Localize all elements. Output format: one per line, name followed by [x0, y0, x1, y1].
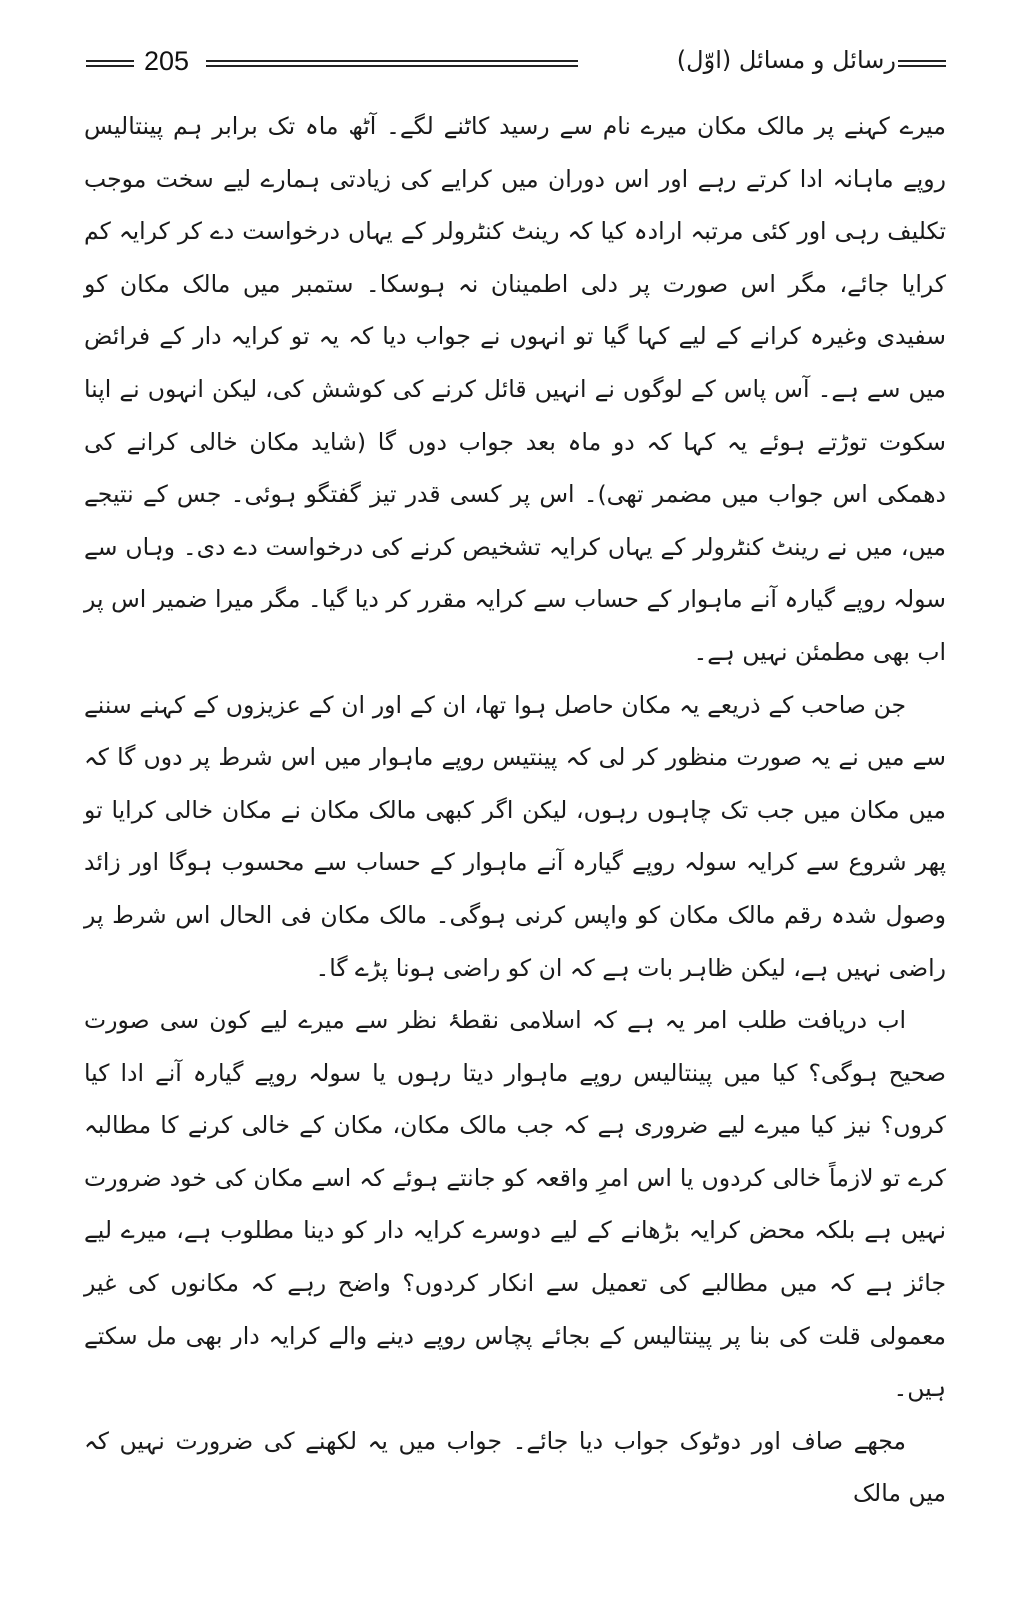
paragraph-3: اب دریافت طلب امر یہ ہے کہ اسلامی نقطۂ نظر سے میرے لیے کون سی صورت صحیح ہوگی؟ کیا میں پینتالیس روپے ماہوار دیتا رہوں یا سولہ روپے گیارہ آنے ادا کیا کروں؟ نیز کیا میرے لیے ضروری ہے کہ جب مالک مکان، مکان کے خالی کرنے کا مطالبہ کرے تو لازماً خالی کردوں یا اس امرِ واقعہ کو جانتے ہوئے کہ اسے مکان کی خود ضرورت نہیں ہے بلکہ محض کرایہ بڑھانے کے لیے دوسرے کرایہ دار کو دینا مطلوب ہے، میرے لیے جائز ہے کہ میں مطالبے کی تعمیل سے انکار کردوں؟ واضح رہے کہ مکانوں کی غیر معمولی قلت کی بنا پر پینتالیس کے بجائے پچاس روپے دینے والے کرایہ دار بھی مل سکتے ہیں۔ — [84, 1006, 946, 1403]
body-text — [84, 100, 946, 1520]
header-rule-middle — [206, 60, 578, 67]
book-title: رسائل و مسائل (اوّل) — [676, 46, 896, 74]
page-number: 205 — [144, 46, 190, 76]
paragraph-1: میرے کہنے پر مالک مکان میرے نام سے رسید کاٹنے لگے۔ آٹھ ماہ تک برابر ہم پینتالیس روپے ماہانہ ادا کرتے رہے اور اس دوران میں کرایے کی زیادتی ہمارے لیے سخت موجب تکلیف رہی اور کئی مرتبہ ارادہ کیا کہ رینٹ کنٹرولر کے یہاں درخواست دے کر کرایہ کم کرایا جائے، مگر اس صورت پر دلی اطمینان نہ ہوسکا۔ ستمبر میں مالک مکان کو سفیدی وغیرہ کرانے کے لیے کہا گیا تو انہوں نے جواب دیا کہ یہ تو کرایہ دار کے فرائض میں سے ہے۔ آس پاس کے لوگوں نے انہیں قائل کرنے کی کوشش کی، لیکن انہوں نے اپنا سکوت توڑتے ہوئے یہ کہا کہ دو ماہ بعد جواب دوں گا (شاید مکان خالی کرانے کی دھمکی اس جواب میں مضمر تھی)۔ اس پر کسی قدر تیز گفتگو ہوئی۔ جس کے نتیجے میں، میں نے رینٹ کنٹرولر کے یہاں کرایہ تشخیص کرنے کی درخواست دے دی۔ وہاں سے سولہ روپے گیارہ آنے ماہوار کے حساب سے کرایہ مقرر کر دیا گیا۔ مگر میرا ضمیر اس پر اب بھی مطمئن نہیں ہے۔ — [84, 112, 946, 666]
running-header — [86, 40, 946, 80]
paragraph-2: جن صاحب کے ذریعے یہ مکان حاصل ہوا تھا، ان کے اور ان کے عزیزوں کے کہنے سننے سے میں نے یہ صورت منظور کر لی کہ پینتیس روپے ماہوار میں اس شرط پر دوں گا کہ میں مکان میں جب تک چاہوں رہوں، لیکن اگر کبھی مالک مکان نے مکان خالی کرایا تو پھر شروع سے کرایہ سولہ روپے گیارہ آنے ماہوار کے حساب سے محسوب ہوگا اور زائد وصول شدہ رقم مالک مکان کو واپس کرنی ہوگی۔ مالک مکان فی الحال اس شرط پر راضی نہیں ہے، لیکن ظاہر بات ہے کہ ان کو راضی ہونا پڑے گا۔ — [84, 690, 946, 982]
header-rule-left — [86, 60, 134, 67]
header-rule-right — [898, 60, 946, 67]
paragraph-4: مجھے صاف اور دوٹوک جواب دیا جائے۔ جواب میں یہ لکھنے کی ضرورت نہیں کہ میں مالک — [84, 1426, 946, 1508]
